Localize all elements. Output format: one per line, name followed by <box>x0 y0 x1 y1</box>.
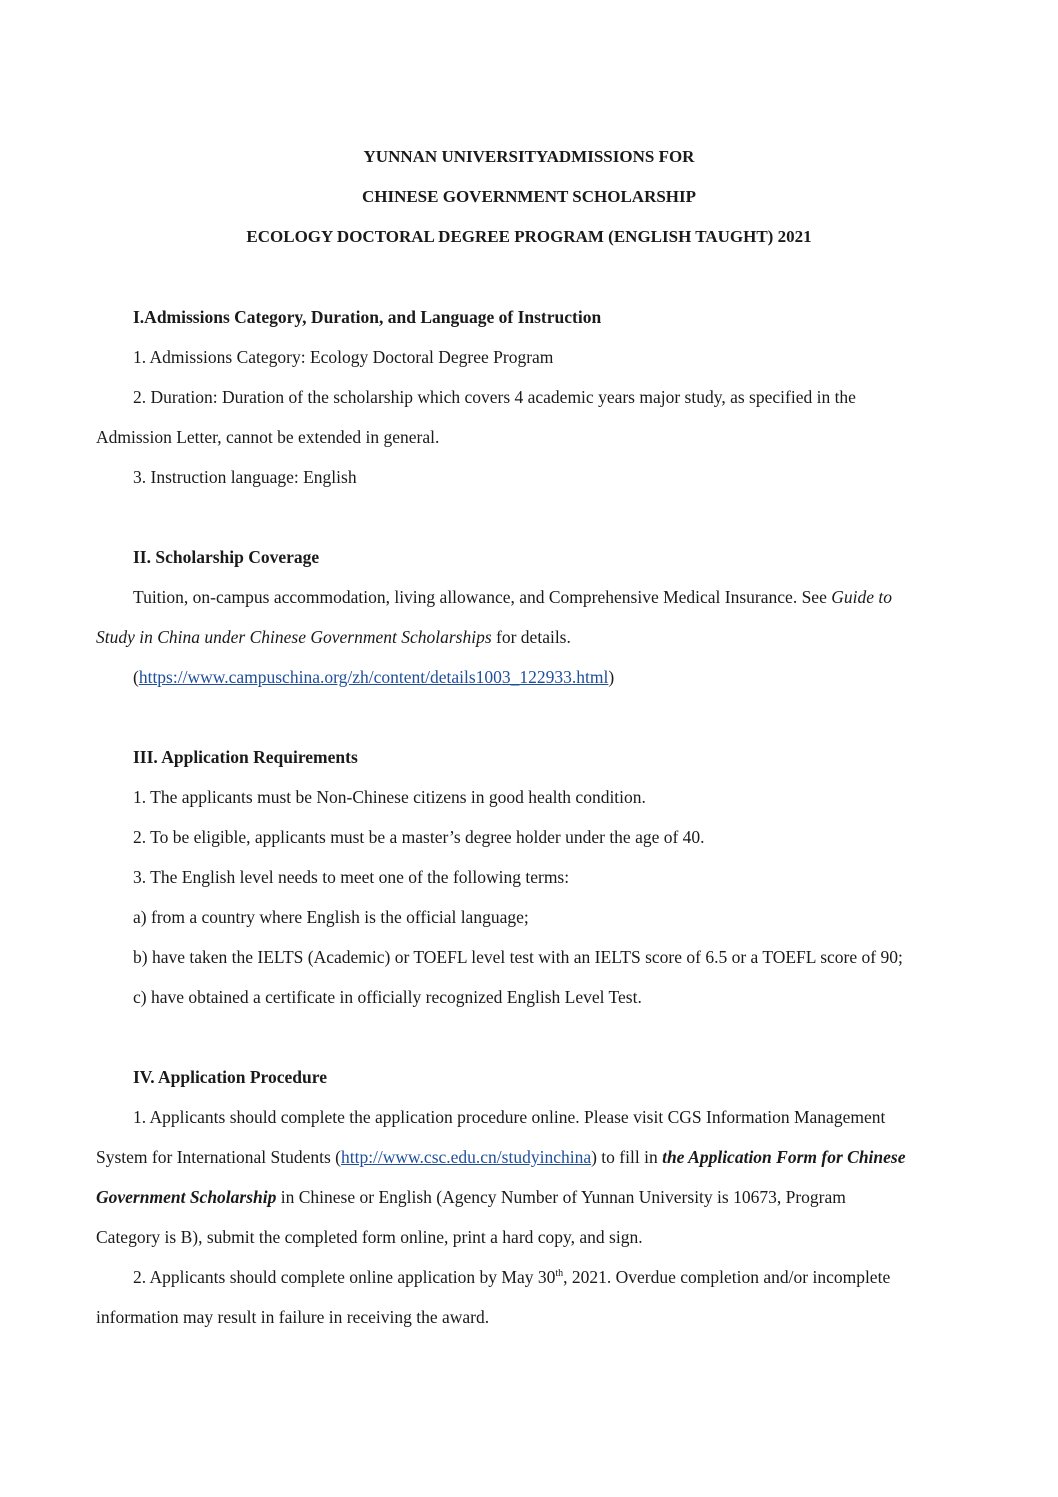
details-text: for details. <box>491 627 571 647</box>
doc-title-line-2: CHINESE GOVERNMENT SCHOLARSHIP <box>361 187 697 206</box>
agency-text: in Chinese or English (Agency Number of Yunnan University is 10673, Program <box>276 1187 846 1207</box>
section-4-item-1-line-2 <box>96 1147 906 1167</box>
csc-link[interactable]: http://www.csc.edu.cn/studyinchina <box>340 1147 592 1167</box>
section-1-item-1: 1. Admissions Category: Ecology Doctoral Degree Program <box>133 347 554 367</box>
fill-in-text: ) to fill in <box>591 1147 663 1167</box>
section-3-item-a: a) from a country where English is the official language; <box>133 907 529 927</box>
section-1-item-2-cont: Admission Letter, cannot be extended in general. <box>96 427 440 447</box>
section-2-paragraph-line-2 <box>96 627 571 647</box>
paren-close: ) <box>608 667 615 687</box>
section-3-item-3: 3. The English level needs to meet one of the following terms: <box>133 867 570 887</box>
section-3-item-c: c) have obtained a certificate in officially recognized English Level Test. <box>133 987 642 1007</box>
paren-open: ( <box>133 667 139 687</box>
section-3-item-b: b) have taken the IELTS (Academic) or TOEFL level test with an IELTS score of 6.5 or a TOEFL score of 90; <box>133 947 903 967</box>
section-1-item-3: 3. Instruction language: English <box>133 467 357 487</box>
guide-title-part-2: Study in China under Chinese Government Scholarships <box>96 627 492 647</box>
campuschina-link[interactable]: https://www.campuschina.org/zh/content/details1003_122933.html <box>138 667 609 687</box>
section-3-item-1: 1. The applicants must be Non-Chinese citizens in good health condition. <box>133 787 646 807</box>
section-4-item-1-line-3 <box>96 1187 846 1207</box>
section-2-paragraph-line-1 <box>133 587 892 607</box>
section-4-item-2-line-2: information may result in failure in receiving the award. <box>96 1307 490 1327</box>
section-2-heading: II. Scholarship Coverage <box>133 547 320 567</box>
section-4-item-2-line-1 <box>133 1267 890 1287</box>
form-name-part-1: the Application Form for Chinese <box>662 1147 906 1167</box>
section-1-item-2: 2. Duration: Duration of the scholarship which covers 4 academic years major study, as specified in the <box>133 387 856 407</box>
guide-title-part-1: Guide to <box>831 587 892 607</box>
system-text: System for International Students ( <box>96 1147 341 1167</box>
section-4-item-1-line-1: 1. Applicants should complete the application procedure online. Please visit CGS Information Management <box>133 1107 886 1127</box>
section-4-heading: IV. Application Procedure <box>133 1067 327 1087</box>
section-1-heading: I.Admissions Category, Duration, and Language of Instruction <box>133 307 602 327</box>
doc-title-line-1: YUNNAN UNIVERSITYADMISSIONS FOR <box>363 147 695 166</box>
deadline-text: 2. Applicants should complete online application by May 30 <box>133 1267 556 1287</box>
doc-title-line-3: ECOLOGY DOCTORAL DEGREE PROGRAM (ENGLISH TAUGHT) 2021 <box>246 227 812 246</box>
section-2-link-line <box>133 667 614 687</box>
coverage-text: Tuition, on-campus accommodation, living allowance, and Comprehensive Medical Insurance. See <box>133 587 832 607</box>
section-3-item-2: 2. To be eligible, applicants must be a master’s degree holder under the age of 40. <box>133 827 705 847</box>
section-3-heading: III. Application Requirements <box>133 747 358 767</box>
deadline-text-cont: , 2021. Overdue completion and/or incomplete <box>563 1267 891 1287</box>
section-4-item-1-line-4: Category is B), submit the completed form online, print a hard copy, and sign. <box>96 1227 643 1247</box>
ordinal-suffix: th <box>555 1268 564 1280</box>
form-name-part-2: Government Scholarship <box>96 1187 277 1207</box>
